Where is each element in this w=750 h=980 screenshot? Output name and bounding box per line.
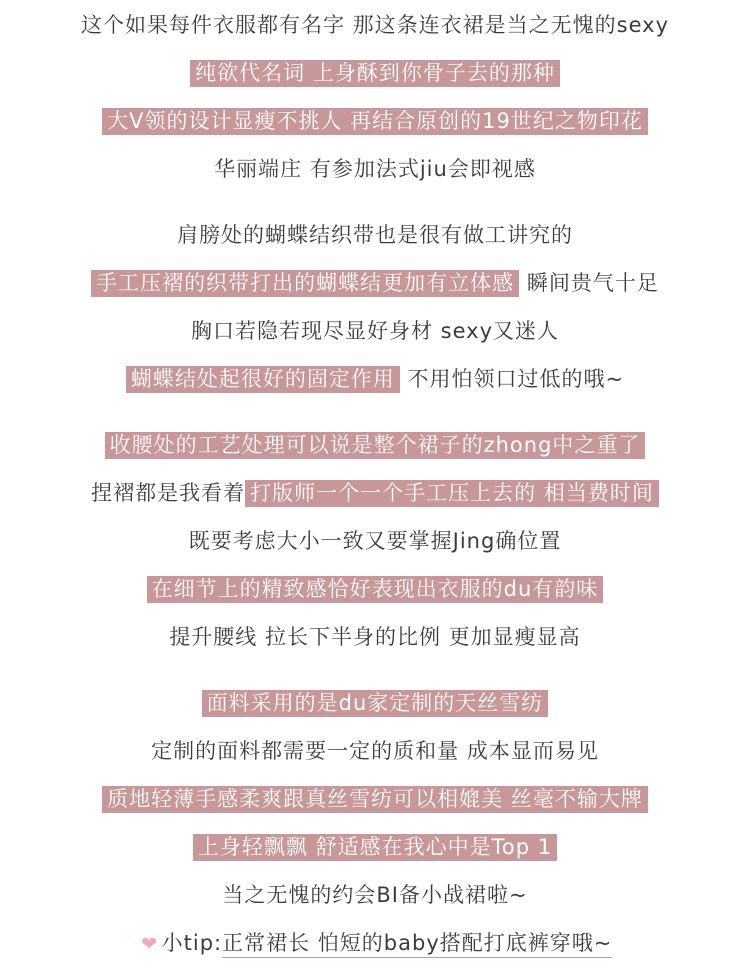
- text-line-15: [0, 736, 750, 766]
- line-text: 不用怕领口过低的哦~: [407, 367, 625, 391]
- text-line-5: [0, 220, 750, 250]
- line-text: 当之无愧的约会BI备小战裙啦~: [222, 883, 528, 907]
- highlighted-text: 蝴蝶结处起很好的固定作用: [126, 366, 400, 393]
- text-line-9: [0, 430, 750, 460]
- text-line-18: [0, 880, 750, 910]
- line-text: 华丽端庄 有参加法式jiu会即视感: [214, 157, 536, 181]
- line-text: 肩膀处的蝴蝶结织带也是很有做工讲究的: [177, 223, 573, 247]
- line-text: 既要考虑大小一致又要掌握Jing确位置: [188, 529, 562, 553]
- text-line-4: [0, 154, 750, 184]
- tip-label: 小tip:: [161, 931, 223, 955]
- highlighted-text: 面料采用的是du家定制的天丝雪纺: [202, 690, 549, 717]
- text-line-13: [0, 622, 750, 652]
- text-line-16: [0, 784, 750, 814]
- text-line-12: [0, 574, 750, 604]
- line-text: 胸口若隐若现尽显好身材 sexy又迷人: [190, 319, 560, 343]
- text-line-8: [0, 364, 750, 394]
- highlighted-text: 在细节上的精致感恰好表现出衣服的du有韵味: [147, 576, 604, 603]
- tip-line: [0, 928, 750, 959]
- text-line-7: [0, 316, 750, 346]
- line-text: 捏褶都是我看着: [91, 481, 246, 505]
- text-line-3: [0, 106, 750, 136]
- highlighted-text: 质地轻薄手感柔爽跟真丝雪纺可以相媲美 丝毫不输大牌: [102, 786, 648, 813]
- text-line-17: [0, 832, 750, 862]
- heart-icon: ❤: [141, 933, 159, 955]
- text-line-11: [0, 526, 750, 556]
- line-text: 定制的面料都需要一定的质和量 成本显而易见: [151, 739, 599, 763]
- line-text: 提升腰线 拉长下半身的比例 更加显瘦显高: [169, 625, 581, 649]
- highlighted-text: 收腰处的工艺处理可以说是整个裙子的zhong中之重了: [105, 432, 646, 459]
- text-line-1: [0, 10, 750, 40]
- tip-text: 正常裙长 怕短的baby搭配打底裤穿哦~: [222, 931, 612, 958]
- text-line-6: [0, 268, 750, 298]
- text-line-10: [0, 478, 750, 508]
- highlighted-text: 大V领的设计显瘦不挑人 再结合原创的19世纪之物印花: [102, 108, 648, 135]
- highlighted-text: 打版师一个一个手工压上去的 相当费时间: [245, 480, 659, 507]
- line-text: 这个如果每件衣服都有名字 那这条连衣裙是当之无愧的sexy: [80, 13, 670, 37]
- highlighted-text: 上身轻飘飘 舒适感在我心中是Top 1: [193, 834, 557, 861]
- highlighted-text: 纯欲代名词 上身酥到你骨子去的那种: [190, 60, 560, 87]
- highlighted-text: 手工压褶的织带打出的蝴蝶结更加有立体感: [91, 270, 519, 297]
- text-line-14: [0, 688, 750, 718]
- text-line-2: [0, 58, 750, 88]
- line-text: 瞬间贵气十足: [526, 271, 659, 295]
